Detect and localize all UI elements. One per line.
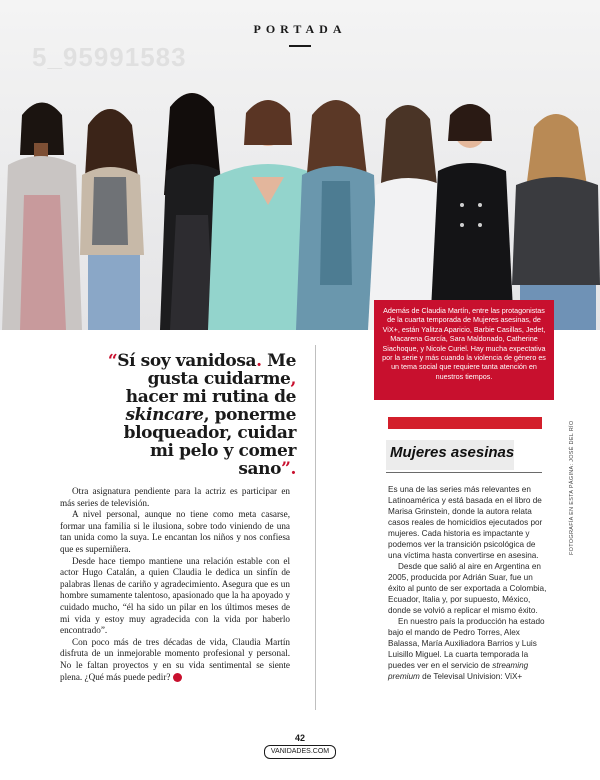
article-paragraph: A nivel personal, aunque no tiene como meta casarse, formar una familia si le ilusiona, sobre todo viniendo de una tan unida como la suya. Le encantan los niños y nos confiesa que es superniñera.: [60, 509, 290, 554]
article-last-paragraph: [60, 637, 290, 683]
quote-part-2: Me gusta cuidarme: [147, 351, 296, 389]
article-paragraph: Otra asignatura pendiente para la actriz es participar en más series de televisión.: [60, 486, 290, 508]
article-last-text: Con poco más de tres décadas de vida, Claudia Martín disfruta de un inmejorable momento profesional y personal. No le faltan proyectos y en su vida sentimental se siente plena. ¿Qué más puede pedir?: [60, 636, 290, 682]
cast-member-5: [296, 100, 380, 330]
sidebar-rule: [386, 472, 542, 473]
sidebar-title: Mujeres asesinas: [390, 444, 515, 461]
article-paragraph: Desde hace tiempo mantiene una relación estable con el actor Hugo Catalán, a quien Claudia le dedica un sinfín de palabras llenas de cariño y agradecimiento. Asegura que es un hombre sumamente talentoso, apasionado que la ha apoyado y cuidado mucho, “él ha sido un pilar en los últimos meses de mi vida y estoy muy agradecida con la vida por haberlo encontrado”.: [60, 555, 290, 636]
quote-accent-dot: .: [256, 351, 262, 371]
sidebar-paragraph: [388, 616, 548, 682]
quote-part-1: Sí soy vanidosa: [117, 351, 257, 371]
cast-group-photo: [0, 85, 600, 330]
photo-caption: Además de Claudia Martín, entre las protagonistas de la cuarta temporada de Mujeres asesinas, de ViX+, están Yalitza Aparicio, Barbie Casillas, Jedet, Macarena García, Sara Maldonado, Catherine Siachoque, y Nicole Curiel. Hay mucha expectativa por la serie y más cuando la violencia de género es un tema social que requiere tanta atención en nuestros tiempos.: [374, 300, 554, 400]
sidebar-accent-bar: [388, 417, 542, 429]
quote-italic-word: skincare: [125, 405, 204, 425]
page-number: 42: [294, 733, 305, 743]
column-divider: [315, 345, 316, 710]
end-of-article-icon: [173, 673, 182, 682]
cast-member-2: [80, 109, 144, 330]
cast-member-1: [2, 103, 82, 331]
quote-part-3: hacer mi rutina de: [125, 387, 296, 407]
photo-credit: FOTOGRAFÍA EN ESTA PÁGINA: JOSÉ DEL RÍO: [569, 420, 575, 555]
quote-open-mark: “: [107, 351, 118, 371]
section-rule: [289, 45, 311, 47]
cover-photo-area: [0, 0, 600, 330]
cast-member-8: [512, 114, 600, 330]
sidebar-p3-italic: streaming premium: [388, 661, 529, 681]
sidebar-body: [388, 484, 548, 682]
sidebar-p3-end: de Televisal Univision: ViX+: [419, 672, 523, 681]
quote-accent-comma: ,: [290, 369, 296, 389]
pull-quote: [100, 352, 296, 478]
article-body: [60, 486, 290, 683]
cast-member-7: [430, 104, 514, 330]
quote-part-4: , ponerme bloqueador, cuidar mi pelo y comer sano: [123, 405, 296, 479]
photo-watermark: 5_95991583: [32, 42, 187, 72]
sidebar-paragraph: Desde que salió al aire en Argentina en 2005, producida por Adrián Suar, fue un éxito al punto de ser exportada a Colombia, Ecuador, Italia y, por supuesto, México, donde se volvió a replicar el mismo éxito.: [388, 562, 547, 615]
sidebar-p3-start: En nuestro país la producción ha estado bajo el mando de Pedro Torres, Alex Balassa, María Auxiliadora Barrios y Luis Luisillo Miguel. La cuarta temporada la puedes ver en el servicio de: [388, 617, 545, 670]
sidebar-paragraph: Es una de las series más relevantes en Latinoamérica y está basada en el libro de Marisa Grinstein, donde la autora relata casos reales de homicidios ejecutados por mujeres. Cada historia es impactante y podemos ver la transición psicológica de una víctima hasta convertirse en asesina.: [388, 485, 543, 560]
section-label: PORTADA: [253, 22, 347, 36]
quote-close-mark: ”: [281, 459, 291, 479]
site-badge: VANIDADES.COM: [264, 745, 336, 759]
quote-accent-dot-end: .: [290, 459, 296, 479]
